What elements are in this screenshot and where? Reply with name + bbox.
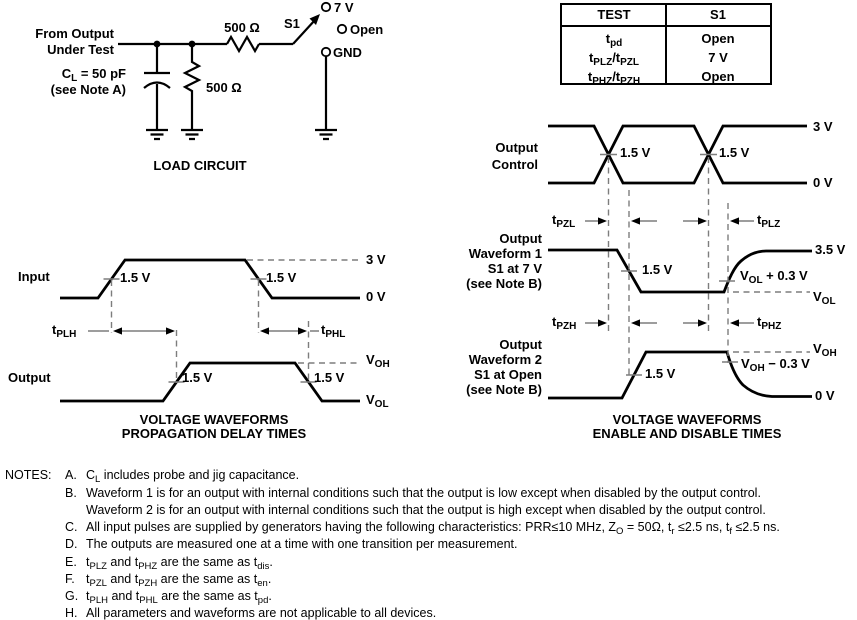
tplh-label: $t_{PLH}$ <box>52 322 77 340</box>
vol-plus-label: $V_{OL} + 0.3$ V <box>740 268 808 286</box>
voh-minus-label: $V_{OH} - 0.3$ V <box>741 356 810 374</box>
wf2-line3: S1 at Open <box>474 367 542 382</box>
output-control-label <box>448 139 538 173</box>
switch-s1-label: S1 <box>284 16 300 31</box>
note-c-text: All input pulses are supplied by generators having the following characteristics: PRR≤10 MHz, $Z_O = 50\Omega$, $t_r \le 2.5$ ns, $t_f \le 2.5$ ns. <box>86 520 780 537</box>
tpzh-label: $t_{PZH}$ <box>552 314 577 332</box>
caption-line1: VOLTAGE WAVEFORMS <box>139 412 289 427</box>
test-table-header-s1: S1 <box>710 7 726 22</box>
threshold-label: 1.5 V <box>719 145 750 160</box>
notes-heading: NOTES: <box>5 468 52 482</box>
wf2-line4: (see Note B) <box>466 382 542 397</box>
wf1-line4: (see Note B) <box>466 276 542 291</box>
threshold-label: 1.5 V <box>120 270 151 285</box>
note-h-text: All parameters and waveforms are not applicable to all devices. <box>86 606 437 620</box>
s1-cell: Open <box>701 69 735 84</box>
terminal-gnd-label: GND <box>333 45 362 60</box>
wf2-line2: Waveform 2 <box>468 352 542 367</box>
terminal-open-circle <box>338 25 346 33</box>
cap-note-label: (see Note A) <box>50 82 126 97</box>
test-cell: $t_{PHZ}/t_{PZH}$ <box>587 69 641 87</box>
note-a-text: $C_L$ includes probe and jig capacitance. <box>86 468 300 485</box>
from-output-line2: Under Test <box>47 42 114 57</box>
threshold-label: 1.5 V <box>314 370 345 385</box>
level-3v-label: 3 V <box>813 119 833 134</box>
control-line1: Output <box>495 140 538 155</box>
cap-value-label: $C_L = 50$ pF <box>61 66 126 84</box>
s1-cell: 7 V <box>708 50 728 65</box>
threshold-label: 1.5 V <box>266 270 297 285</box>
test-table-header-test: TEST <box>597 7 631 22</box>
output-label: Output <box>8 370 51 385</box>
note-b-text-line2: Waveform 2 is for an output with internal conditions such that the output is high except when disabled by the output control. <box>86 503 766 517</box>
note-letter: E. <box>65 555 77 569</box>
tplz-label: $t_{PLZ}$ <box>757 212 781 230</box>
note-letter: G. <box>65 589 79 603</box>
tpzl-label: $t_{PZL}$ <box>552 212 576 230</box>
threshold-label: 1.5 V <box>182 370 213 385</box>
series-resistor-label: 500 Ω <box>224 20 260 35</box>
terminal-7v-label: 7 V <box>334 0 354 15</box>
test-cell: $t_{pd}$ <box>605 31 623 49</box>
tphz-label: $t_{PHZ}$ <box>757 314 782 332</box>
threshold-label: 1.5 V <box>642 262 673 277</box>
enable-disable-caption <box>564 413 810 441</box>
terminal-open-label: Open <box>350 22 384 37</box>
level-3v-label: 3 V <box>366 252 386 267</box>
caption-line1: VOLTAGE WAVEFORMS <box>612 412 762 427</box>
table-column-divider <box>665 5 667 83</box>
output-control-waveform <box>548 126 807 183</box>
level-0v-label: 0 V <box>815 388 835 403</box>
terminal-7v-circle <box>322 3 330 11</box>
wf1-line3: S1 at 7 V <box>487 261 542 276</box>
from-output-label <box>4 26 114 58</box>
note-letter: F. <box>65 572 75 586</box>
prop-delay-caption <box>103 413 325 441</box>
tphl-label: $t_{PHL}$ <box>321 322 346 340</box>
ground-symbol <box>146 130 168 139</box>
note-b-text-line1: Waveform 1 is for an output with internal conditions such that the output is low except when disabled by the output control. <box>86 486 761 500</box>
note-letter: C. <box>65 520 78 534</box>
note-letter: A. <box>65 468 77 482</box>
test-table <box>560 3 772 85</box>
output-control-waveform <box>548 126 807 183</box>
s1-cell: Open <box>701 31 735 46</box>
voh-label: $V_{OH}$ <box>366 352 390 370</box>
ground-symbol <box>315 130 337 139</box>
vol-label: $V_{OL}$ <box>366 392 389 410</box>
waveform1-label <box>446 231 542 291</box>
input-label: Input <box>18 269 50 284</box>
vol-label: $V_{OL}$ <box>813 289 836 307</box>
note-letter: B. <box>65 486 77 500</box>
control-line2: Control <box>491 157 538 172</box>
level-3v5-label: 3.5 V <box>815 242 846 257</box>
note-letter: D. <box>65 537 78 551</box>
note-e-text: $t_{PLZ}$ and $t_{PHZ}$ are the same as $t_{dis}$. <box>86 555 273 572</box>
voh-label: $V_{OH}$ <box>813 341 837 359</box>
ground-symbol <box>181 130 203 139</box>
level-0v-label: 0 V <box>813 175 833 190</box>
threshold-label: 1.5 V <box>645 366 676 381</box>
terminal-gnd-circle <box>322 48 330 56</box>
caption-line2: PROPAGATION DELAY TIMES <box>121 426 307 441</box>
note-d-text: The outputs are measured one at a time with one transition per measurement. <box>86 537 518 551</box>
test-cell: $t_{PLZ}/t_{PZL}$ <box>588 50 640 68</box>
shunt-resistor-label: 500 Ω <box>206 80 242 95</box>
caption-line2: ENABLE AND DISABLE TIMES <box>592 426 782 441</box>
from-output-line1: From Output <box>35 26 114 41</box>
threshold-label: 1.5 V <box>620 145 651 160</box>
note-g-text: $t_{PLH}$ and $t_{PHL}$ are the same as $t_{pd}$. <box>86 589 272 606</box>
load-circuit-caption: LOAD CIRCUIT <box>153 158 247 173</box>
note-letter: H. <box>65 606 78 620</box>
wf1-line2: Waveform 1 <box>468 246 542 261</box>
waveform2-label <box>446 337 542 397</box>
level-0v-label: 0 V <box>366 289 386 304</box>
note-f-text: $t_{PZL}$ and $t_{PZH}$ are the same as $t_{en}$. <box>86 572 272 589</box>
wf1-line1: Output <box>499 231 542 246</box>
wf2-line1: Output <box>499 337 542 352</box>
